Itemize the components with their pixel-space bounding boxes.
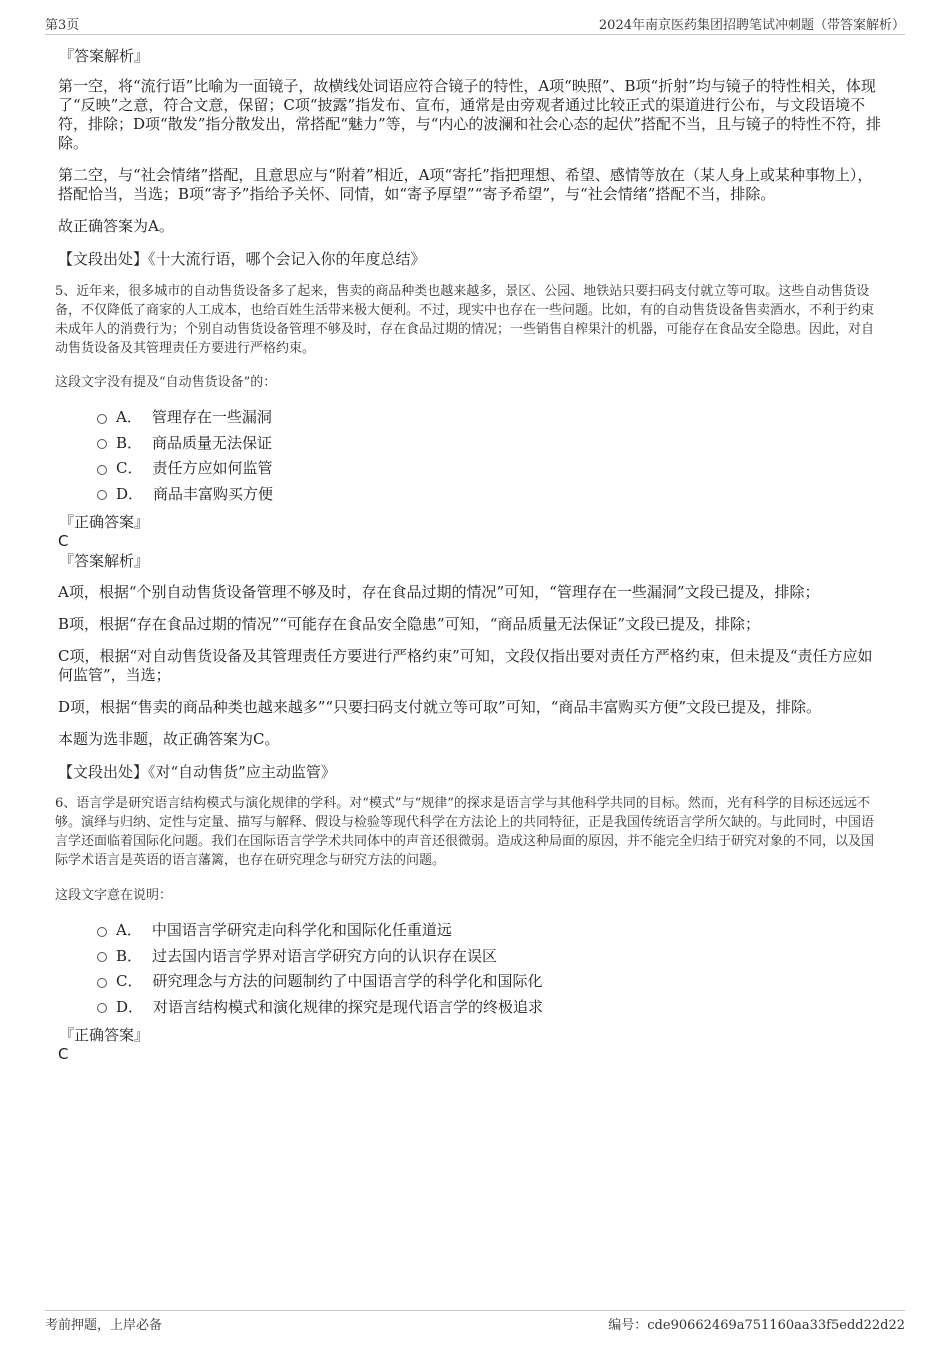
radio-icon[interactable] [97,952,107,962]
radio-icon[interactable] [97,978,107,988]
radio-icon[interactable] [97,414,107,424]
analysis-paragraph: 第一空，将“流行语”比喻为一面镜子，故横线处词语应符合镜子的特性，A项“映照”、B项“折射”均与镜子的特性相关，体现了“反映”之意，符合文意，保留；C项“披露”指发布、宣布，通常是由旁观者通过比较正式的渠道进行公布，与文段语境不符，排除；D项“散发”指分散发出，常搭配“魅力”等，与“内心的波澜和社会心态的起伏”搭配不当，且与镜子的特性不符，排除。 [58,77,882,152]
question-prompt: 这段文字意在说明： [55,888,173,903]
analysis-label: 『答案解析』 [59,552,150,570]
analysis-paragraph: 第二空，与“社会情绪”搭配，且意思应与“附着”相近，A项“寄托”指把理想、希望、感情等放在（某人身上或某种事物上），搭配恰当，当选；B项“寄予”指给予关怀、同情，如“寄予厚望”“寄予希望”，与“社会情绪”搭配不当，排除。 [58,166,873,203]
correct-answer-label: 『正确答案』 [59,513,150,531]
correct-answer-label: 『正确答案』 [59,1026,150,1044]
option-a[interactable] [97,917,885,943]
option-letter: C． [116,459,143,478]
radio-icon[interactable] [97,927,107,937]
radio-icon[interactable] [97,1003,107,1013]
analysis-paragraph: B项，根据“存在食品过期的情况”“可能存在食品安全隐患”可知，“商品质量无法保证”文段已提及，排除； [58,615,761,633]
analysis-label: 『答案解析』 [59,47,150,65]
radio-icon[interactable] [97,490,107,500]
analysis-paragraph: C项，根据“对自动售货设备及其管理责任方要进行严格约束”可知，文段仅指出要对责任方严格约束，但未提及“责任方应如何监管”，当选； [58,647,873,684]
correct-answer: C [58,1045,69,1063]
option-b[interactable] [97,943,885,969]
source-citation: 【文段出处】《对“自动售货”应主动监管》 [58,763,336,781]
option-letter: B． [116,946,143,965]
option-letter: C． [116,972,143,991]
analysis-paragraph: D项，根据“售卖的商品种类也越来越多”“只要扫码支付就立等可取”可知，“商品丰富购买方便”文段已提及，排除。 [58,698,822,716]
question-text: 6、语言学是研究语言结构模式与演化规律的学科。对“模式”与“规律”的探求是语言学与其他科学共同的目标。然而，光有科学的目标还远远不够。演绎与归纳、定性与定量、描写与解释、假设与检验等现代科学在方法论上的共同特征，正是我国传统语言学所欠缺的。与此同时，中国语言学还面临着国际化问题。我们在国际语言学学术共同体中的声音还很微弱。造成这种局面的原因，并不能完全归结于研究对象的不同，以及国际学术语言是英语的语言藩篱，也存在研究理念与研究方法的问题。 [55,796,875,868]
option-letter: D． [116,484,144,503]
correct-answer: C [58,532,69,550]
page-number: 第3页 [45,18,80,33]
document-title: 2024年南京医药集团招聘笔试冲刺题（带答案解析） [598,18,905,33]
question-text: 5、近年来，很多城市的自动售货设备多了起来，售卖的商品种类也越来越多，景区、公园、地铁站只要扫码支付就立等可取。这些自动售货设备，不仅降低了商家的人工成本，也给百姓生活带来极大便利。不过，现实中也存在一些问题。比如，有的自动售货设备售卖酒水，不利于约束未成年人的消费行为；个别自动售货设备管理不够及时，存在食品过期的情况；一些销售自榨果汁的机器，可能存在食品安全隐患。因此，对自动售货设备及其管理责任方要进行严格约束。 [55,284,875,356]
option-list [55,404,885,506]
footer-slogan: 考前押题，上岸必备 [45,1318,163,1333]
option-letter: A． [116,408,142,427]
option-text: 管理存在一些漏洞 [151,408,272,427]
option-c[interactable] [97,455,885,481]
option-text: 对语言结构模式和演化规律的探究是现代语言学的终极追求 [153,997,544,1016]
question-prompt: 这段文字没有提及“自动售货设备”的： [55,375,277,390]
option-list [55,917,885,1019]
option-a[interactable] [97,404,885,430]
option-b[interactable] [97,430,885,456]
option-letter: A． [116,921,142,940]
option-d[interactable] [97,994,885,1020]
source-citation: 【文段出处】《十大流行语，哪个会记入你的年度总结》 [58,250,426,268]
document-code: 编号：cde90662469a751160aa33f5edd22d22 [608,1318,905,1333]
option-text: 责任方应如何监管 [152,459,273,478]
option-c[interactable] [97,968,885,994]
page-content [55,46,885,1064]
option-d[interactable] [97,481,885,507]
option-text: 研究理念与方法的问题制约了中国语言学的科学化和国际化 [152,972,543,991]
page-footer [45,1310,905,1333]
analysis-conclusion: 本题为选非题，故正确答案为C。 [58,730,280,748]
option-text: 过去国内语言学界对语言学研究方向的认识存在误区 [152,946,498,965]
radio-icon[interactable] [97,465,107,475]
page-header [45,14,905,35]
option-text: 商品丰富购买方便 [153,484,274,503]
analysis-paragraph: A项，根据“个别自动售货设备管理不够及时，存在食品过期的情况”可知，“管理存在一些漏洞”文段已提及，排除； [58,583,820,601]
analysis-conclusion: 故正确答案为A。 [58,217,174,235]
option-text: 商品质量无法保证 [152,433,273,452]
option-text: 中国语言学研究走向科学化和国际化任重道远 [151,921,452,940]
option-letter: D． [116,997,144,1016]
radio-icon[interactable] [97,439,107,449]
option-letter: B． [116,433,143,452]
